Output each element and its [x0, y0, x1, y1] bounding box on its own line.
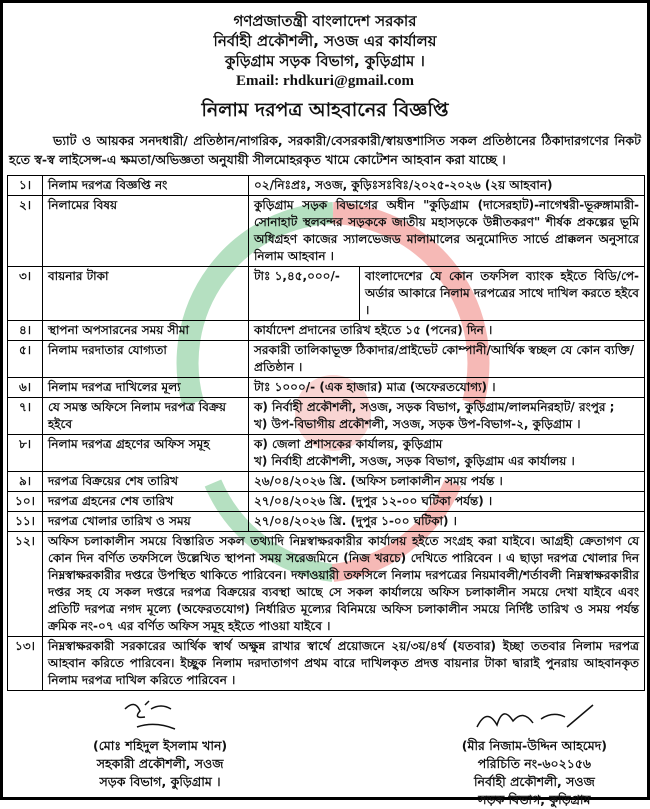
table-row — [8, 196, 645, 267]
office-b: খ) উপ-বিভাগীয় প্রকৌশলী, সওজ, সড়ক উপ-বিভাগ-২, কুড়িগ্রাম । — [254, 417, 581, 431]
serial-no: ৬। — [8, 378, 43, 398]
serial-no: ৯। — [8, 472, 43, 492]
serial-no: ১০। — [8, 492, 43, 512]
row-value: সরকারী তালিকাভূক্ত ঠিকাদার/প্রাইভেট কোম্পানী/আর্থিক স্বচ্ছল যে কোন ব্যক্তি/ প্রতিষ্ঠান । — [249, 341, 645, 378]
serial-no: ২। — [8, 196, 43, 267]
signer-name: (মীর নিজাম-উদ্দিন আহমেদ) — [461, 738, 607, 753]
row-value: ২৭/০৪/২০২৬ খ্রি. (দুপুর ১২-০০ ঘটিকা পর্যন্ত) । — [249, 492, 645, 512]
table-row — [8, 267, 645, 321]
row-label: বায়নার টাকা — [43, 267, 249, 321]
row-value: ২৭/০৪/২০২৬ খ্রি. (দুপুর ১-০০ ঘটিকা) । — [249, 512, 645, 532]
table-row — [8, 637, 645, 691]
row-label: নিলাম দরপত্র গ্রহণের অফিস সমূহ — [43, 435, 249, 472]
table-row — [8, 321, 645, 341]
signature-left — [93, 697, 227, 809]
table-row — [8, 492, 645, 512]
row-value: ২৬/০৪/২০২৬ খ্রি. (অফিস চলাকালীন সময় পর্যন্ত । — [249, 472, 645, 492]
row-value: কুড়িগ্রাম সড়ক বিভাগের অধীন "কুড়িগ্রাম (দাসেরহাট)-নাগেশ্বরী-ভূরুঙ্গামারী- সোনাহাট স্থলবন্দর সড়ককে জাতীয় মহাসড়কে উন্নীতকরণ" শীর্ষক প্রকল্পের ভূমি অধিগ্রহণ কাজের স্যালভেজড মালামালের অনুমোদিত সার্ভে প্রাক্কলন অনুসারে নিলাম আহবান । — [249, 196, 645, 267]
row-value: কার্যাদেশ প্রদানের তারিখ হইতে ১৫ (পনের) দিন । — [249, 321, 645, 341]
serial-no: ১২। — [8, 532, 43, 637]
office-a: ক) নির্বাহী প্রকৌশলী, সওজ, সড়ক বিভাগ, কুড়িগ্রাম/লালমনিরহাট/ রংপুর ; — [254, 400, 615, 414]
row-value — [249, 435, 645, 472]
row-value: অফিস চলাকালীন সময়ে বিস্তারিত সকল তথ্যাদি নিম্নস্বাক্ষরকারীর কার্যালয় হইতে সংগ্রহ করা যাইবে। আগ্রহী ক্রেতাগণ যে কোন দিন বর্ণিত তফসিলে উল্লেখিত স্থাপনা সময় সরেজমিনে (নিজ খরচে) দেখিতে পারিবেন । এ ছাড়া দরপত্র খোলার দিন নিম্নস্বাক্ষরকারীর দপ্তরে উপস্থিত থাকিতে পারিবেন। দফাওয়ারী তফসিলে নিলাম দরপত্রের নিয়মাবলী/শর্তাবলী নিম্নস্বাক্ষরকারীর দপ্তর সহ যে সকল দপ্তরে দরপত্র বিক্রয়ের ব্যবস্থা আছে সে সকল কার্যালয়ে অফিস চলাকালীন সময়ে দেখা যাইবে এবং প্রতিটি দরপত্র নগদ মূল্যে (অফেরতযোগ) নির্ধারিত মূল্যের বিনিময়ে অফিস চলাকালীন সময়ে নির্দিষ্ট তারিখ ও সময় পর্যন্ত ক্রমিক নং-০৭ এর বর্ণিত অফিস সমূহ হইতে পাওয়া যাইবে । — [43, 532, 645, 637]
serial-no: ৫। — [8, 341, 43, 378]
notice-title: নিলাম দরপত্র আহবানের বিজ্ঞপ্তি — [201, 99, 449, 121]
serial-no: ১। — [8, 176, 43, 196]
row-label: দরপত্র খোলার তারিখ ও সময় — [43, 512, 249, 532]
table-row — [8, 176, 645, 196]
table-row — [8, 341, 645, 378]
office-a: ক) জেলা প্রশাসকের কার্যালয়, কুড়িগ্রাম — [254, 437, 443, 451]
row-label: দরপত্র গ্রহনের শেষ তারিখ — [43, 492, 249, 512]
signature-right — [462, 697, 607, 809]
intro-paragraph: ভ্যাট ও আয়কর সনদধারী/ প্রতিষ্ঠান/নাগরিক, সরকারী/বেসরকারী/স্বায়ত্তশাসিত সকল প্রতিষ্ঠানের ঠিকাদারগণের নিকট হতে স্ব-স্ব লাইসেন্স-এ ক্ষমতা/অভিজ্ঞতা অনুযায়ী সীলমোহরকৃত খামে কোটেশন আহবান করা যাচ্ছে । — [9, 133, 641, 167]
earnest-amount: টাঃ ১,৪৫,০০০/- — [249, 267, 360, 321]
row-label: নিলামের বিষয় — [43, 196, 249, 267]
row-label: নিলাম দরদাতার যোগ্যতা — [43, 341, 249, 378]
serial-no: ৪। — [8, 321, 43, 341]
serial-no: ৭। — [8, 398, 43, 435]
serial-no: ১১। — [8, 512, 43, 532]
signer-name: (মোঃ শহিদুল ইসলাম খান) — [93, 738, 228, 753]
table-row — [8, 398, 645, 435]
signature-section — [3, 691, 647, 809]
table-row — [8, 532, 645, 637]
signer-office: সড়ক বিভাগ, কুড়িগ্রাম — [478, 792, 591, 807]
signer-office: সড়ক বিভাগ, কুড়িগ্রাম । — [99, 774, 221, 789]
row-label: যে সমস্ত অফিসে নিলাম দরপত্র বিক্রয় হইবে — [43, 398, 249, 435]
signer-id: পরিচিতি নং-৬০২১৫৬ — [477, 756, 592, 771]
office-title: নির্বাহী প্রকৌশলী, সওজ এর কার্যালয় — [213, 32, 437, 50]
row-label: দরপত্র বিক্রয়ের শেষ তারিখ — [43, 472, 249, 492]
notice-header — [3, 11, 647, 123]
email-address[interactable]: Email: rhdkuri@gmail.com — [235, 73, 415, 89]
division-title: কুড়িগ্রাম সড়ক বিভাগ, কুড়িগ্রাম । — [225, 52, 425, 70]
serial-no: ৮। — [8, 435, 43, 472]
tender-details-table — [7, 175, 645, 691]
office-b: খ) নির্বাহী প্রকৌশলী, সওজ, সড়ক বিভাগ, কুড়িগ্রাম এর কার্যালয় । — [254, 454, 575, 468]
signature-scribble-icon — [469, 697, 599, 737]
table-row — [8, 435, 645, 472]
row-label: নিলাম দরপত্র বিজ্ঞপ্তি নং — [43, 176, 249, 196]
signer-designation: নির্বাহী প্রকৌশলী, সওজ — [473, 774, 595, 789]
earnest-note: বাংলাদেশের যে কোন তফসিল ব্যাংক হইতে বিডি/পে-অর্ডার আকারে নিলাম দরপত্রের সাথে দাখিল করতে হইবে । — [360, 267, 645, 321]
row-value: নিম্নস্বাক্ষরকারী সরকারের আর্থিক স্বার্থ অক্ষুন্ন রাখার স্বার্থে প্রয়োজনে ২য়/৩য়/৪র্থ (যতবার) ইচ্ছা ততবার নিলাম দরপত্র আহবান করিতে পারিবেন। ইচ্ছুক নিলাম দরদাতাগণ প্রথম বারে দাখিলকৃত প্রদত্ত বায়নার টাকা দ্বারাই পুনরায় আহবানকৃত নিলাম দরপত্র দাখিল করিতে পারিবেন । — [43, 637, 645, 691]
row-value — [249, 398, 645, 435]
signature-scribble-icon — [115, 697, 205, 737]
serial-no: ১৩। — [8, 637, 43, 691]
serial-no: ৩। — [8, 267, 43, 321]
row-label: নিলাম দরপত্র দাখিলের মূল্য — [43, 378, 249, 398]
table-row — [8, 378, 645, 398]
row-label: স্থাপনা অপসারনের সময় সীমা — [43, 321, 249, 341]
table-row — [8, 472, 645, 492]
govt-title: গণপ্রজাতন্ত্রী বাংলাদেশ সরকার — [233, 12, 417, 30]
table-row — [8, 512, 645, 532]
row-value: ০২/নিঃপ্রঃ, সওজ, কুড়িঃসঃবিঃ/২০২৫-২০২৬ (২য় আহবান) — [249, 176, 645, 196]
row-value: টাঃ ১০০০/- (এক হাজার) মাত্র (অফেরতযোগ্য) । — [249, 378, 645, 398]
signer-designation: সহকারী প্রকৌশলী, সওজ — [96, 756, 224, 771]
